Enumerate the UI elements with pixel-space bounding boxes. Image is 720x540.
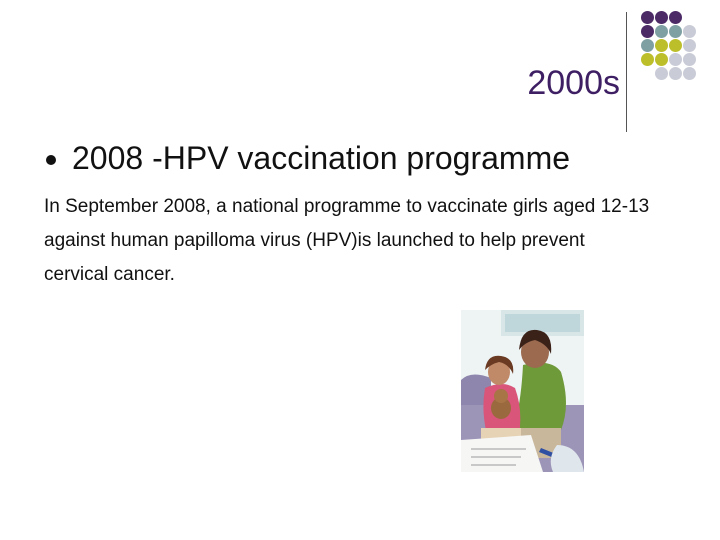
decorative-dot-olive bbox=[669, 39, 682, 52]
decorative-dot-grey bbox=[669, 67, 682, 80]
bullet-icon bbox=[46, 155, 56, 165]
decorative-dot-teal bbox=[669, 25, 682, 38]
decorative-dot-teal bbox=[655, 25, 668, 38]
decorative-dot-purple bbox=[669, 11, 682, 24]
decorative-dot-olive bbox=[655, 53, 668, 66]
decorative-dot-grey bbox=[655, 67, 668, 80]
decorative-dot-purple bbox=[641, 25, 654, 38]
bullet-heading: 2008 -HPV vaccination programme bbox=[72, 140, 571, 176]
decorative-dot-olive bbox=[655, 39, 668, 52]
decorative-dot-purple bbox=[655, 11, 668, 24]
decorative-dot-grey bbox=[683, 25, 696, 38]
decorative-dot-grey bbox=[683, 67, 696, 80]
slide-title: 2000s bbox=[527, 64, 620, 102]
decorative-dot-grey bbox=[683, 53, 696, 66]
decorative-dot-teal bbox=[641, 39, 654, 52]
photo-mother-daughter-doctor-icon bbox=[461, 310, 584, 472]
decorative-dot-grey bbox=[669, 53, 682, 66]
decorative-dot-olive bbox=[641, 53, 654, 66]
decorative-dot-grey bbox=[683, 39, 696, 52]
body-text: In September 2008, a national programme to vaccinate girls aged 12-13 against human papilloma virus (HPV)is launched to help prevent cervical cancer. bbox=[44, 196, 650, 285]
title-divider bbox=[626, 12, 627, 132]
decorative-dot-purple bbox=[641, 11, 654, 24]
